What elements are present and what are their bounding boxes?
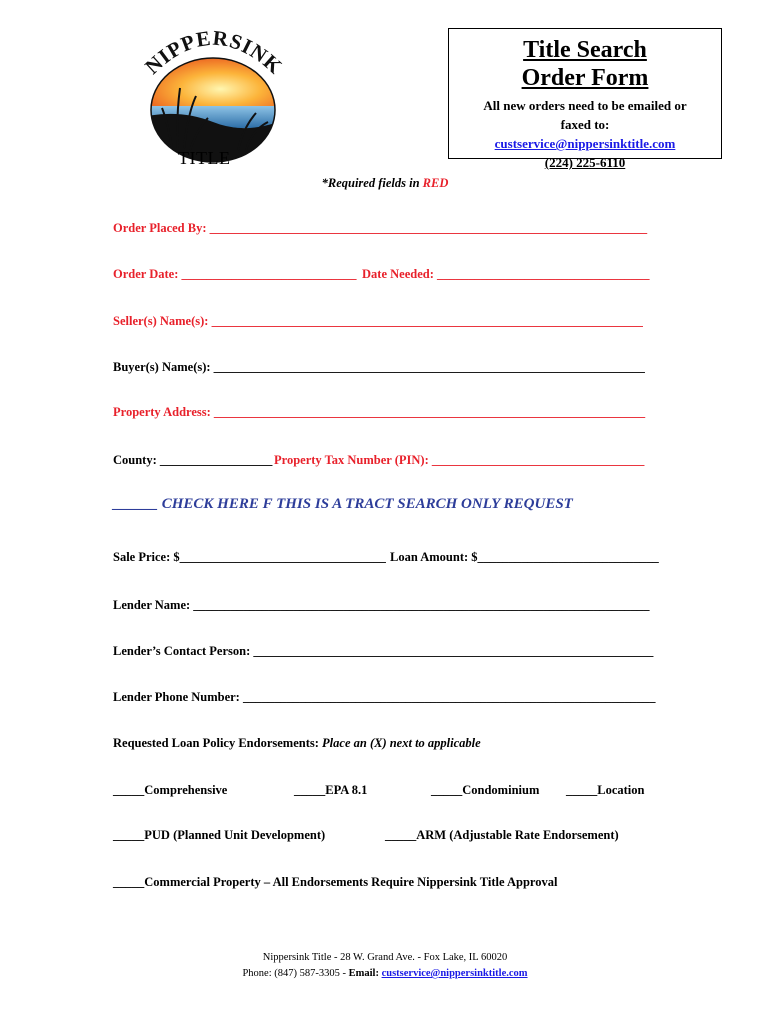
endorsement-condominium[interactable]: _____Condominium bbox=[431, 783, 540, 797]
endorsement-comprehensive[interactable]: _____Comprehensive bbox=[113, 783, 228, 797]
footer bbox=[0, 950, 770, 982]
lender-phone-field[interactable]: Lender Phone Number: __________________________________________________________________ bbox=[113, 690, 656, 704]
lender-contact-field[interactable]: Lender’s Contact Person: ________________________________________________________________ bbox=[113, 644, 654, 658]
endorsement-pud[interactable]: _____PUD (Planned Unit Development) bbox=[113, 828, 326, 842]
date-needed-field[interactable]: Date Needed: __________________________________ bbox=[362, 267, 650, 281]
logo-arc-text: NIPPERSINK bbox=[140, 25, 288, 80]
tract-search-checkbox[interactable]: ______ CHECK HERE F THIS IS A TRACT SEARCH ONLY REQUEST bbox=[113, 496, 573, 512]
order-placed-by-field[interactable]: Order Placed By: ______________________________________________________________________ bbox=[113, 221, 648, 235]
pin-field[interactable]: Property Tax Number (PIN): __________________________________ bbox=[274, 453, 645, 467]
required-fields-note: *Required fields in RED bbox=[321, 176, 449, 190]
property-address-field[interactable]: Property Address: _____________________________________________________________________ bbox=[113, 405, 646, 419]
footer-contact: Phone: (847) 587-3305 - Email: custservice@nippersinktitle.com bbox=[242, 968, 528, 979]
header-box bbox=[448, 28, 722, 170]
logo-subtitle: TITLE bbox=[178, 148, 231, 168]
footer-address: Nippersink Title - 28 W. Grand Ave. - Fox Lake, IL 60020 bbox=[262, 952, 508, 963]
header-instructions: All new orders need to be emailed or faxed to: custservice@nippersinktitle.com (224) 225-6110 bbox=[449, 96, 721, 172]
endorsement-location[interactable]: _____Location bbox=[566, 783, 645, 797]
endorsement-commercial[interactable]: _____Commercial Property – All Endorsements Require Nippersink Title Approval bbox=[113, 875, 558, 889]
endorsement-arm[interactable]: _____ARM (Adjustable Rate Endorsement) bbox=[385, 828, 619, 842]
endorsements-heading: Requested Loan Policy Endorsements: Place an (X) next to applicable bbox=[113, 736, 481, 750]
page-title: Title Search Order Form bbox=[521, 37, 649, 91]
footer-email-link[interactable]: custservice@nippersinktitle.com bbox=[381, 968, 528, 979]
lender-name-field[interactable]: Lender Name: _________________________________________________________________________ bbox=[113, 598, 650, 612]
header-email-link[interactable]: custservice@nippersinktitle.com bbox=[494, 136, 676, 151]
header-phone: (224) 225-6110 bbox=[544, 155, 626, 170]
county-field[interactable]: County: __________________ bbox=[113, 453, 273, 467]
sale-price-field[interactable]: Sale Price: $_________________________________ bbox=[113, 550, 386, 564]
buyers-name-field[interactable]: Buyer(s) Name(s): _____________________________________________________________________ bbox=[113, 360, 645, 374]
loan-amount-field[interactable]: Loan Amount: $_____________________________ bbox=[390, 550, 659, 564]
sellers-name-field[interactable]: Seller(s) Name(s): _____________________________________________________________________ bbox=[113, 314, 643, 328]
endorsement-epa[interactable]: _____EPA 8.1 bbox=[294, 783, 368, 797]
order-date-field[interactable]: Order Date: ____________________________ bbox=[113, 267, 357, 281]
